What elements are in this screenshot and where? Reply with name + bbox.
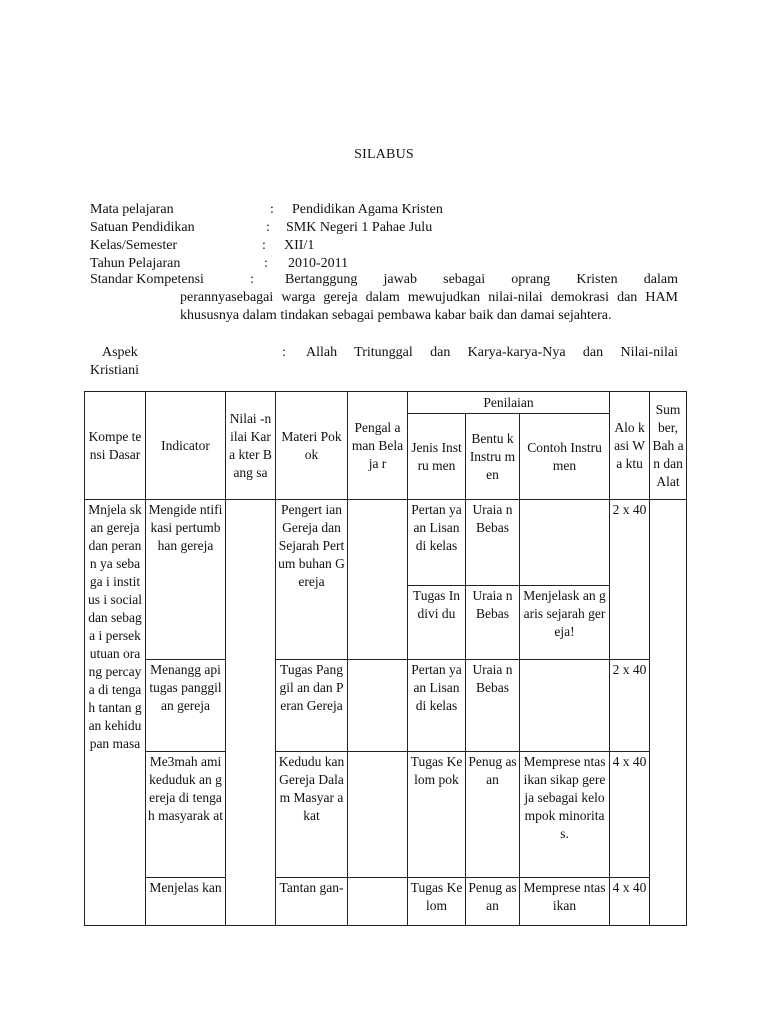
cell-bentuk-instrumen: Uraia n Bebas bbox=[466, 586, 520, 660]
standar-kompetensi-line1: Bertanggung jawab sebagai oprang Kristen dalam bbox=[285, 272, 678, 287]
cell-materi-pokok: Tugas Panggil an dan Peran Gereja bbox=[276, 660, 348, 752]
cell-materi-pokok: Kedudu kan Gereja Dalam Masyar akat bbox=[276, 752, 348, 878]
meta-colon: : bbox=[250, 272, 254, 287]
cell-bentuk-instrumen: Penug asan bbox=[466, 878, 520, 926]
cell-jenis-instrumen: Tugas Kelom pok bbox=[408, 752, 466, 878]
cell-jenis-instrumen: Pertan yaan Lisan di kelas bbox=[408, 660, 466, 752]
table-row bbox=[85, 752, 687, 878]
cell-contoh-instrumen: Memprese ntasikan sikap gereja sebagai kelompok minoritas. bbox=[520, 752, 610, 878]
meta-label: Satuan Pendidikan bbox=[90, 220, 195, 235]
meta-label: Kelas/Semester bbox=[90, 238, 178, 253]
cell-indicator: Menjelas kan bbox=[146, 878, 226, 926]
cell-nilai-karakter bbox=[226, 500, 276, 926]
cell-bentuk-instrumen: Penug asan bbox=[466, 752, 520, 878]
cell-materi-pokok: Pengert ian Gereja dan Sejarah Pertum buhan Gereja bbox=[276, 500, 348, 660]
header-nilai-karakter: Nilai -nilai Kara kter Bang sa bbox=[226, 392, 276, 500]
cell-indicator: Me3mah ami keduduk an gereja di tengah masyarak at bbox=[146, 752, 226, 878]
header-bentuk-instrumen: Bentu k Instru men bbox=[466, 414, 520, 500]
cell-alokasi-waktu: 4 x 40 bbox=[610, 878, 650, 926]
cell-pengalaman-belajar bbox=[348, 752, 408, 878]
meta-value: 2010-2011 bbox=[288, 256, 349, 271]
cell-contoh-instrumen bbox=[520, 500, 610, 586]
header-materi-pokok: Materi Pokok bbox=[276, 392, 348, 500]
header-pengalaman-belajar: Pengal aman Belaja r bbox=[348, 392, 408, 500]
meta-colon: : bbox=[266, 220, 270, 235]
cell-pengalaman-belajar bbox=[348, 660, 408, 752]
cell-indicator: Mengide ntifikasi pertumb han gereja bbox=[146, 500, 226, 660]
cell-jenis-instrumen: Tugas Kelom bbox=[408, 878, 466, 926]
header-indicator: Indicator bbox=[146, 392, 226, 500]
meta-label: Tahun Pelajaran bbox=[90, 256, 181, 271]
header-kompetensi-dasar: Kompe tensi Dasar bbox=[85, 392, 146, 500]
aspek-value: Allah Tritunggal dan Karya-karya-Nya dan Nilai-nilai bbox=[306, 345, 678, 360]
header-contoh-instrumen: Contoh Instrumen bbox=[520, 414, 610, 500]
meta-colon: : bbox=[262, 238, 266, 253]
page-title: SILABUS bbox=[354, 147, 414, 162]
meta-label: Mata pelajaran bbox=[90, 202, 174, 217]
meta-value: XII/1 bbox=[284, 238, 315, 253]
cell-bentuk-instrumen: Uraia n Bebas bbox=[466, 660, 520, 752]
cell-alokasi-waktu: 2 x 40 bbox=[610, 660, 650, 752]
standar-kompetensi-label: Standar Kompetensi bbox=[90, 272, 204, 287]
cell-pengalaman-belajar bbox=[348, 878, 408, 926]
meta-colon: : bbox=[270, 202, 274, 217]
header-jenis-instrumen: Jenis Instru men bbox=[408, 414, 466, 500]
cell-contoh-instrumen: Memprese ntasikan bbox=[520, 878, 610, 926]
standar-kompetensi-text: perannyasebagai warga gereja dalam mewujudkan nilai-nilai demokrasi dan HAM khususnya dalam tindakan sebagai pembawa kabar baik dan damai sejahtera. bbox=[180, 290, 678, 323]
cell-contoh-instrumen bbox=[520, 660, 610, 752]
cell-indicator: Menangg api tugas panggilan gereja bbox=[146, 660, 226, 752]
silabus-table bbox=[84, 391, 687, 926]
cell-kompetensi-dasar: Mnjela skan gereja dan perann ya sebaga i institus i social dan sebaga i persek utuan orang percay a di tengah tantan gan kehidu pan masa bbox=[85, 500, 146, 926]
cell-jenis-instrumen: Tugas Indivi du bbox=[408, 586, 466, 660]
cell-jenis-instrumen: Pertan yaan Lisan di kelas bbox=[408, 500, 466, 586]
table-row bbox=[85, 660, 687, 752]
header-alokasi-waktu: Alo kasi Wa ktu bbox=[610, 392, 650, 500]
table-row bbox=[85, 878, 687, 926]
meta-value: SMK Negeri 1 Pahae Julu bbox=[286, 220, 433, 235]
table-row bbox=[85, 500, 687, 586]
cell-alokasi-waktu: 4 x 40 bbox=[610, 752, 650, 878]
header-sumber: Sum ber, Bah an dan Alat bbox=[650, 392, 687, 500]
aspek-label bbox=[90, 344, 180, 380]
cell-pengalaman-belajar bbox=[348, 500, 408, 660]
cell-contoh-instrumen: Menjelask an garis sejarah gereja! bbox=[520, 586, 610, 660]
header-penilaian: Penilaian bbox=[408, 392, 610, 414]
cell-alokasi-waktu: 2 x 40 bbox=[610, 500, 650, 660]
cell-materi-pokok: Tantan gan- bbox=[276, 878, 348, 926]
meta-colon: : bbox=[264, 256, 268, 271]
cell-bentuk-instrumen: Uraia n Bebas bbox=[466, 500, 520, 586]
meta-colon: : bbox=[282, 345, 286, 360]
aspek-label-text: Aspek Kristiani bbox=[90, 345, 139, 378]
cell-sumber bbox=[650, 500, 687, 926]
meta-value: Pendidikan Agama Kristen bbox=[292, 202, 443, 217]
